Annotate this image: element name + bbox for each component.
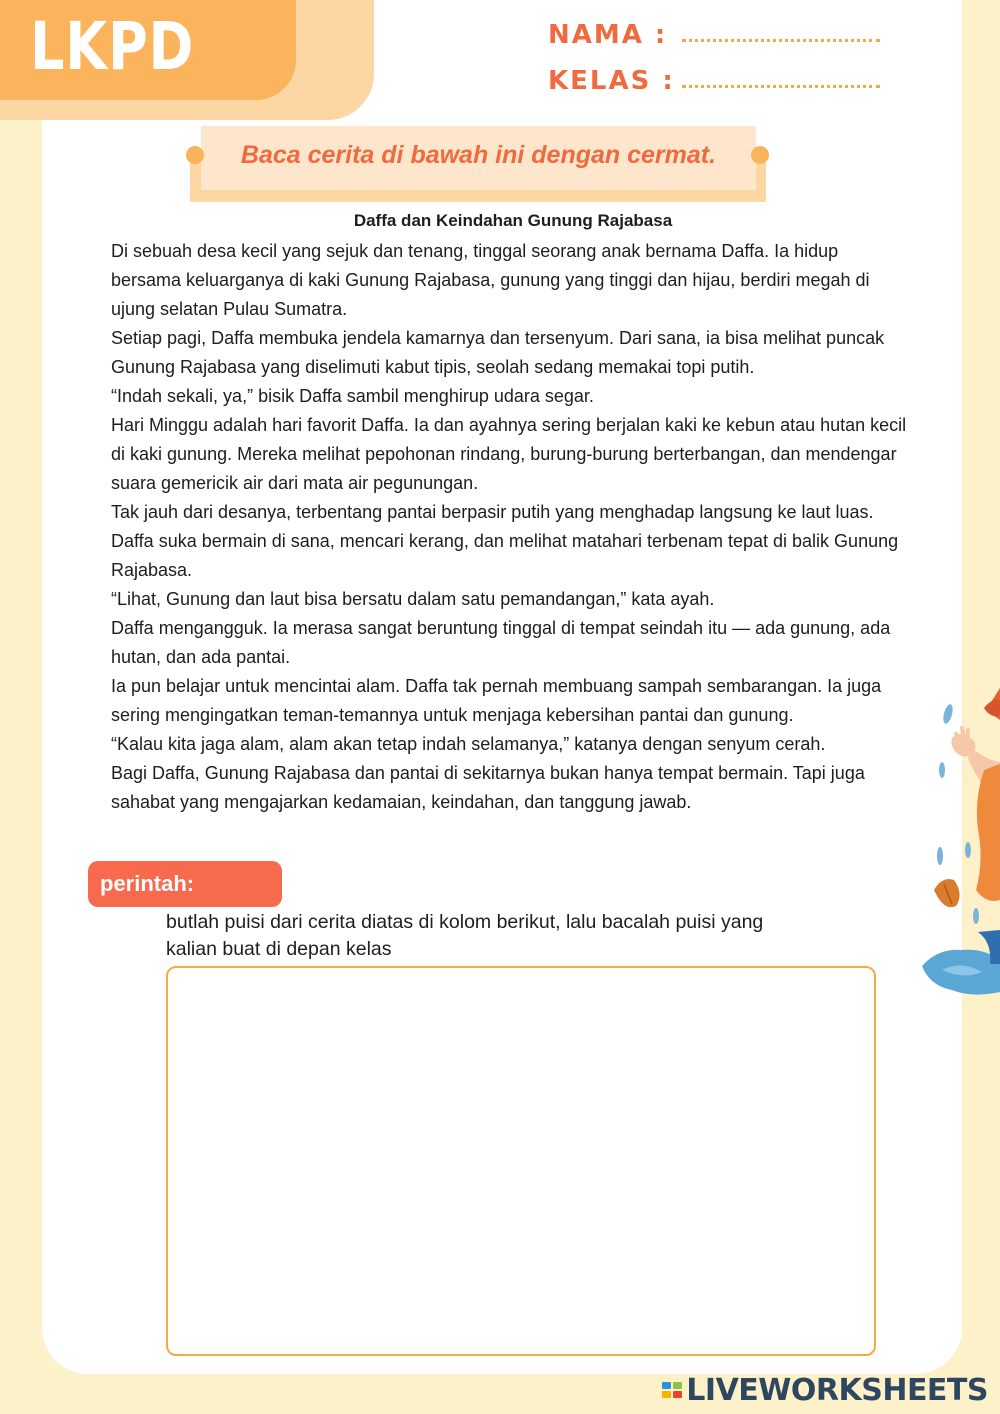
task-label: perintah: <box>100 871 195 896</box>
story-paragraph: Bagi Daffa, Gunung Rajabasa dan pantai di sekitarnya bukan hanya tempat bermain. Tapi juga sahabat yang mengajarkan kedamaian, keindahan, dan tanggung jawab. <box>111 763 865 812</box>
page-title: LKPD <box>30 8 195 85</box>
story-paragraph: Ia pun belajar untuk mencintai alam. Daffa tak pernah membuang sampah sembarangan. Ia juga sering mengingatkan teman-temannya untuk menjaga kebersihan pantai dan gunung. <box>111 676 882 725</box>
name-label: NAMA : <box>548 20 668 50</box>
task-instruction <box>166 909 866 963</box>
story-paragraph: Tak jauh dari desanya, terbentang pantai berpasir putih yang menghadap langsung ke laut luas. Daffa suka bermain di sana, mencari kerang, dan melihat matahari terbenam tepat di balik Gunung Rajabasa. <box>111 502 899 580</box>
class-label: KELAS : <box>548 66 675 96</box>
character-illustration-icon <box>912 680 1000 1010</box>
story-paragraph: Hari Minggu adalah hari favorit Daffa. Ia dan ayahnya sering berjalan kaki ke kebun atau hutan kecil di kaki gunung. Mereka melihat pepohonan rindang, burung-burung berterbangan, dan mendengar suara gemericik air dari mata air pegunungan. <box>111 415 907 493</box>
poem-answer-box[interactable] <box>166 966 876 1356</box>
name-blank-line[interactable] <box>682 39 880 42</box>
class-blank-line[interactable] <box>682 85 880 88</box>
story-paragraph: “Indah sekali, ya,” bisik Daffa sambil menghirup udara segar. <box>111 386 594 406</box>
class-field <box>548 66 880 96</box>
liveworksheets-brand[interactable] <box>662 1372 988 1408</box>
header-tab <box>0 0 296 100</box>
liveworksheets-logo-icon <box>662 1382 682 1398</box>
story-paragraph: Di sebuah desa kecil yang sejuk dan tenang, tinggal seorang anak bernama Daffa. Ia hidup bersama keluarganya di kaki Gunung Rajabasa, gunung yang tinggi dan hijau, berdiri megah di ujung selatan Pulau Sumatra. <box>111 241 870 319</box>
brand-text: LIVEWORKSHEETS <box>686 1372 988 1408</box>
instruction-line: kalian buat di depan kelas <box>166 938 392 960</box>
story-paragraph: “Lihat, Gunung dan laut bisa bersatu dalam satu pemandangan,” kata ayah. <box>111 589 715 609</box>
instruction-line: butlah puisi dari cerita diatas di kolom berikut, lalu bacalah puisi yang <box>166 911 764 933</box>
task-label-tag <box>88 861 282 907</box>
story-paragraph: Setiap pagi, Daffa membuka jendela kamarnya dan tersenyum. Dari sana, ia bisa melihat puncak Gunung Rajabasa yang diselimuti kabut tipis, seolah sedang memakai topi putih. <box>111 328 885 377</box>
name-field <box>548 20 880 50</box>
story-paragraph: Daffa mengangguk. Ia merasa sangat beruntung tinggal di tempat seindah itu — ada gunung, ada hutan, dan ada pantai. <box>111 618 891 667</box>
story-title: Daffa dan Keindahan Gunung Rajabasa <box>353 211 673 230</box>
banner-text: Baca cerita di bawah ini dengan cermat. <box>240 140 717 169</box>
story-paragraph: “Kalau kita jaga alam, alam akan tetap indah selamanya,” katanya dengan senyum cerah. <box>111 734 826 754</box>
story-body <box>111 237 911 817</box>
